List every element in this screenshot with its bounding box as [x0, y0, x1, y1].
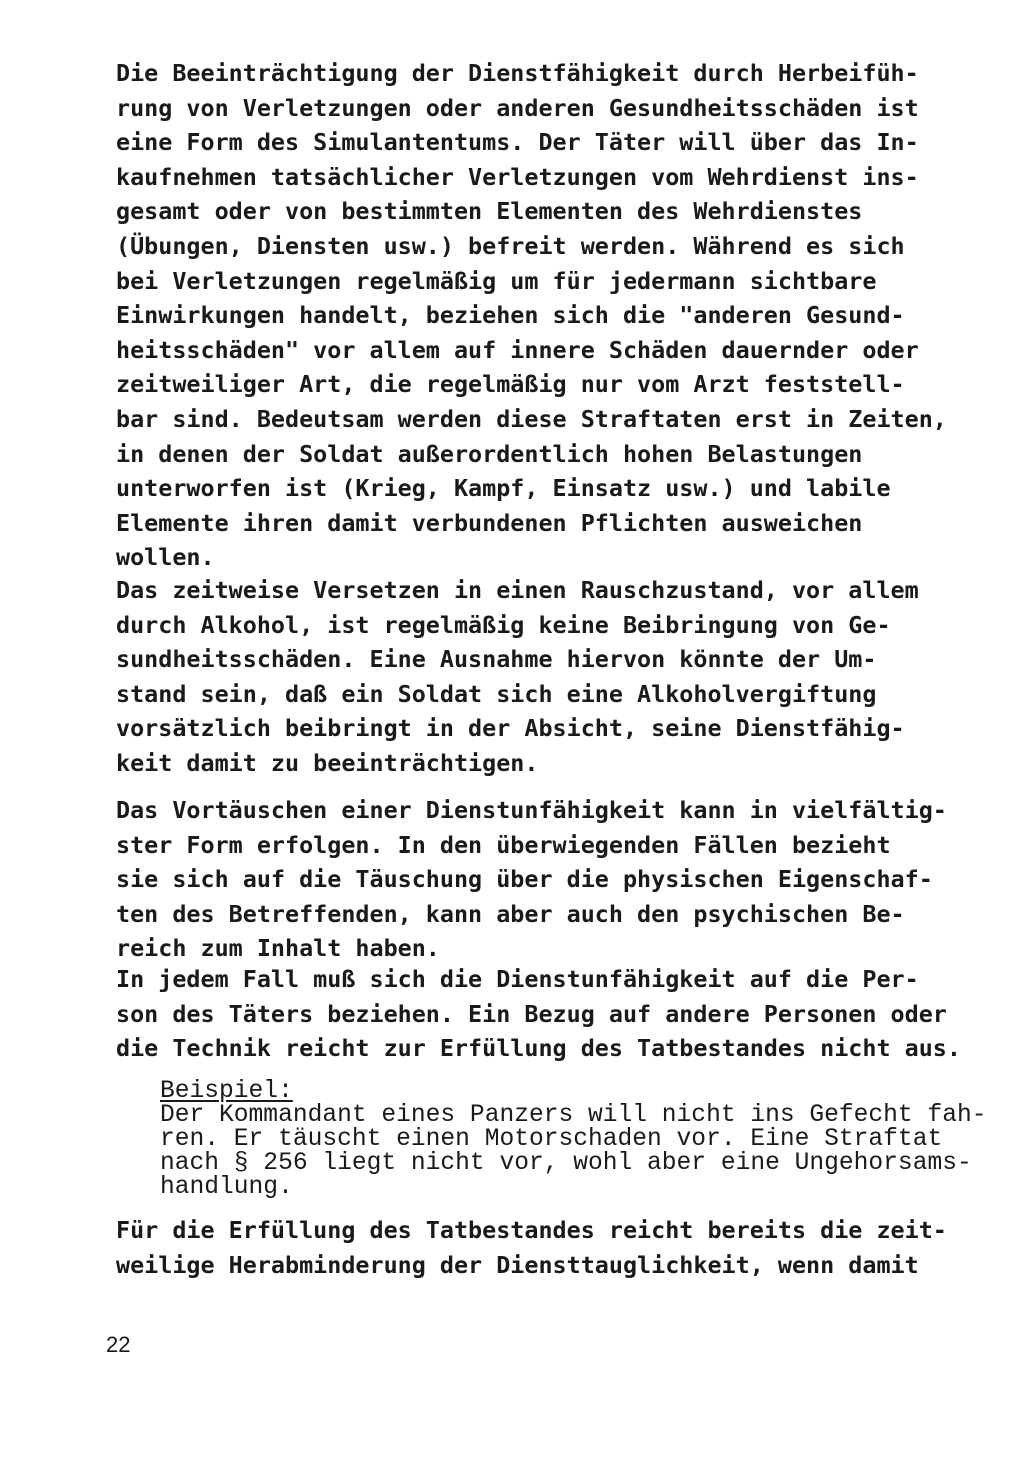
example-block: [160, 1080, 987, 1200]
paragraph-feigning: [116, 793, 947, 966]
text-line: eine Form des Simulantentums. Der Täter will über das In-: [116, 128, 919, 157]
text-line: Die Beeinträchtigung der Dienstfähigkeit durch Herbeifüh-: [116, 59, 919, 87]
text-line: Das zeitweise Versetzen in einen Rauschzustand, vor allem: [116, 576, 919, 604]
text-line: bar sind. Bedeutsam werden diese Straftaten erst in Zeiten,: [116, 404, 947, 433]
text-line: kaufnehmen tatsächlicher Verletzungen vom Wehrdienst ins-: [116, 162, 919, 191]
paragraph-injuries: [116, 56, 947, 575]
text-line: sundheitsschäden. Eine Ausnahme hiervon könnte der Um-: [116, 645, 877, 674]
text-line: sie sich auf die Täuschung über die physischen Eigenschaf-: [116, 865, 933, 894]
text-line: gesamt oder von bestimmten Elementen des Wehrdienstes: [116, 197, 863, 226]
text-line: ster Form erfolgen. In den überwiegenden Fällen bezieht: [116, 830, 891, 859]
text-line: rung von Verletzungen oder anderen Gesundheitsschäden ist: [116, 93, 919, 122]
text-line: Das Vortäuschen einer Dienstunfähigkeit kann in vielfältig-: [116, 796, 947, 824]
text-line: In jedem Fall muß sich die Dienstunfähigkeit auf die Per-: [116, 965, 919, 993]
text-line: vorsätzlich beibringt in der Absicht, seine Dienstfähig-: [116, 714, 905, 743]
text-line: stand sein, daß ein Soldat sich eine Alkoholvergiftung: [116, 679, 877, 708]
text-line: die Technik reicht zur Erfüllung des Tatbestandes nicht aus.: [116, 1034, 961, 1063]
text-line: ten des Betreffenden, kann aber auch den psychischen Be-: [116, 899, 905, 928]
text-line: reich zum Inhalt haben.: [116, 934, 440, 963]
text-line: keit damit zu beeinträchtigen.: [116, 748, 539, 777]
text-line: Für die Erfüllung des Tatbestandes reicht bereits die zeit-: [116, 1216, 947, 1244]
text-line: Einwirkungen handelt, beziehen sich die "anderen Gesund-: [116, 301, 905, 330]
text-line: in denen der Soldat außerordentlich hohen Belastungen: [116, 439, 863, 468]
text-line: weilige Herabminderung der Diensttauglichkeit, wenn damit: [116, 1250, 919, 1279]
text-line: Elemente ihren damit verbundenen Pflichten ausweichen: [116, 508, 863, 537]
text-line: durch Alkohol, ist regelmäßig keine Beibringung von Ge-: [116, 610, 891, 639]
text-line: bei Verletzungen regelmäßig um für jedermann sichtbare: [116, 266, 877, 295]
page-number: 22: [106, 1332, 131, 1357]
text-line: son des Täters beziehen. Ein Bezug auf andere Personen oder: [116, 999, 947, 1028]
example-line: ren. Er täuscht einen Motorschaden vor. Eine Straftat: [160, 1126, 943, 1153]
text-line: wollen.: [116, 543, 215, 572]
paragraph-intoxication: [116, 573, 919, 781]
example-line: handlung.: [160, 1174, 293, 1201]
text-line: unterworfen ist (Krieg, Kampf, Einsatz usw.) und labile: [116, 474, 891, 503]
paragraph-temporary-reduction: [116, 1213, 947, 1282]
text-line: zeitweiliger Art, die regelmäßig nur vom Arzt feststell-: [116, 370, 905, 399]
example-line: Der Kommandant eines Panzers will nicht ins Gefecht fah-: [160, 1102, 987, 1129]
text-line: heitsschäden" vor allem auf innere Schäden dauernder oder: [116, 335, 919, 364]
example-line: nach § 256 liegt nicht vor, wohl aber eine Ungehorsams-: [160, 1150, 972, 1177]
paragraph-person-reference: [116, 962, 961, 1066]
text-line: (Übungen, Diensten usw.) befreit werden. Während es sich: [116, 231, 905, 260]
example-heading: Beispiel:: [160, 1078, 293, 1105]
